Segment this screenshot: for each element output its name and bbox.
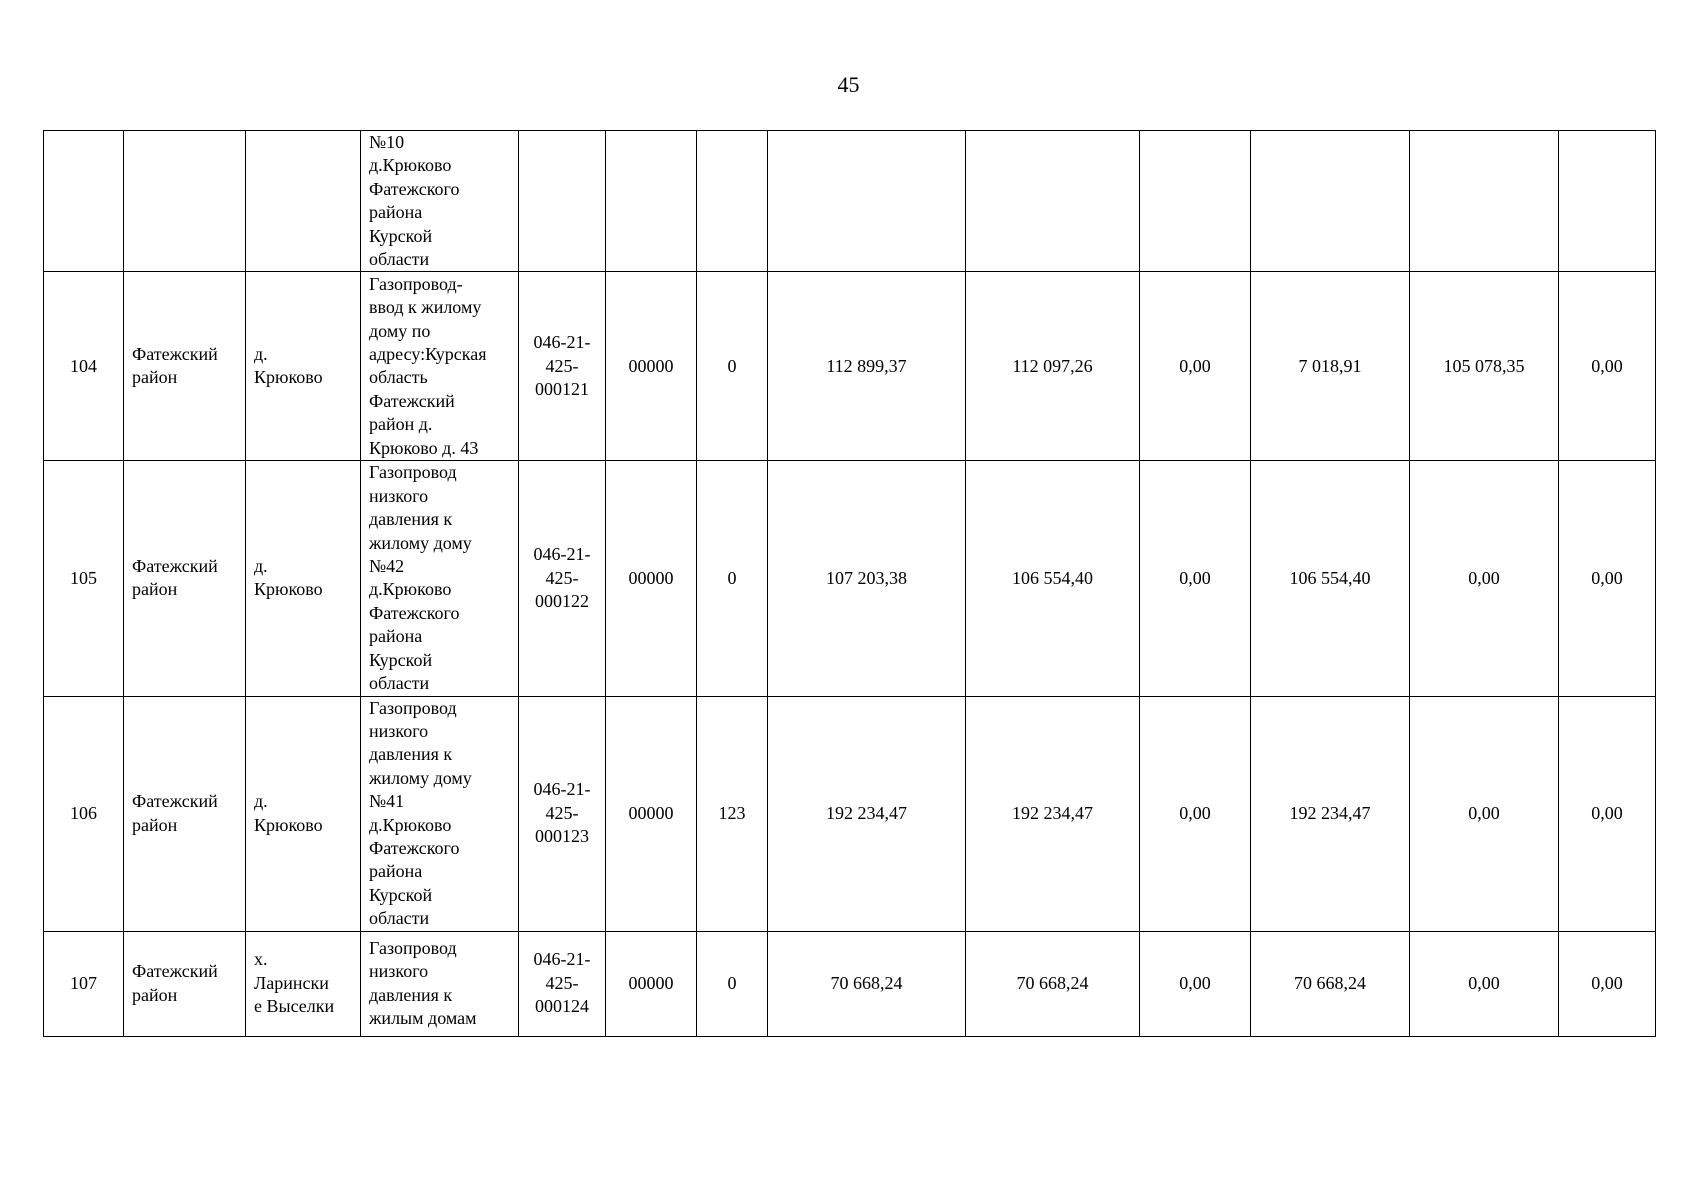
property-register-table: [43, 130, 1656, 1037]
description-text: Газопровод низкого давления к жилому дому №42 д.Крюково Фатежского района Курской области: [369, 462, 472, 694]
value-3-cell: 0,00: [1140, 272, 1251, 461]
row-number-cell: 104: [44, 272, 124, 461]
code2-cell: 00000: [606, 931, 697, 1036]
value-4-cell: [1251, 131, 1410, 272]
quantity-cell: 0: [697, 272, 768, 461]
table-row: [44, 696, 1656, 931]
value-2-cell: 70 668,24: [966, 931, 1140, 1036]
district-cell: [124, 461, 246, 696]
row-number-cell: 105: [44, 461, 124, 696]
quantity-cell: 0: [697, 931, 768, 1036]
table-row: [44, 272, 1656, 461]
value-4-cell: 7 018,91: [1251, 272, 1410, 461]
code2-cell: 00000: [606, 696, 697, 931]
cadastral-code-text: 046-21- 425- 000123: [533, 779, 591, 847]
table-row: [44, 931, 1656, 1036]
quantity-cell: 123: [697, 696, 768, 931]
value-3-cell: 0,00: [1140, 461, 1251, 696]
row-number-cell: 107: [44, 931, 124, 1036]
value-4-cell: 70 668,24: [1251, 931, 1410, 1036]
value-5-cell: 0,00: [1410, 461, 1559, 696]
settlement-text: д. Крюково: [254, 556, 323, 600]
value-6-cell: 0,00: [1559, 696, 1656, 931]
table-body: [44, 131, 1656, 1037]
description-cell: [361, 131, 519, 272]
value-5-cell: 0,00: [1410, 931, 1559, 1036]
value-2-cell: 106 554,40: [966, 461, 1140, 696]
value-3-cell: [1140, 131, 1251, 272]
value-5-cell: 105 078,35: [1410, 272, 1559, 461]
settlement-cell: [246, 696, 361, 931]
value-1-cell: 107 203,38: [768, 461, 966, 696]
value-6-cell: 0,00: [1559, 461, 1656, 696]
district-text: Фатежский район: [132, 556, 218, 600]
cadastral-code-text: 046-21- 425- 000122: [533, 544, 591, 612]
description-cell: [361, 272, 519, 461]
description-cell: [361, 461, 519, 696]
cadastral-code-text: 046-21- 425- 000124: [533, 949, 591, 1017]
cadastral-code-cell: [519, 272, 606, 461]
settlement-cell: [246, 131, 361, 272]
value-1-cell: 70 668,24: [768, 931, 966, 1036]
row-number-cell: 106: [44, 696, 124, 931]
value-1-cell: 192 234,47: [768, 696, 966, 931]
district-text: Фатежский район: [132, 961, 218, 1005]
cadastral-code-cell: [519, 461, 606, 696]
description-text: Газопровод низкого давления к жилым домам: [369, 937, 477, 1028]
value-5-cell: [1410, 131, 1559, 272]
quantity-cell: [697, 131, 768, 272]
table-row: [44, 461, 1656, 696]
value-6-cell: [1559, 131, 1656, 272]
cadastral-code-text: 046-21- 425- 000121: [533, 332, 591, 400]
description-cell: [361, 931, 519, 1036]
district-cell: [124, 272, 246, 461]
value-6-cell: 0,00: [1559, 272, 1656, 461]
district-cell: [124, 931, 246, 1036]
cadastral-code-cell: [519, 696, 606, 931]
settlement-cell: [246, 461, 361, 696]
description-text: Газопровод- ввод к жилому дому по адресу:Курская область Фатежский район д. Крюково д. 43: [369, 273, 487, 458]
cadastral-code-cell: [519, 931, 606, 1036]
row-number-cell: [44, 131, 124, 272]
district-cell: [124, 696, 246, 931]
value-4-cell: 106 554,40: [1251, 461, 1410, 696]
quantity-cell: 0: [697, 461, 768, 696]
value-1-cell: 112 899,37: [768, 272, 966, 461]
code2-cell: 00000: [606, 461, 697, 696]
code2-cell: [606, 131, 697, 272]
value-6-cell: 0,00: [1559, 931, 1656, 1036]
value-1-cell: [768, 131, 966, 272]
settlement-cell: [246, 272, 361, 461]
settlement-cell: [246, 931, 361, 1036]
description-text: №10 д.Крюково Фатежского района Курской области: [369, 132, 460, 270]
cadastral-code-cell: [519, 131, 606, 272]
description-text: Газопровод низкого давления к жилому дому №41 д.Крюково Фатежского района Курской области: [369, 697, 472, 929]
value-2-cell: 192 234,47: [966, 696, 1140, 931]
value-4-cell: 192 234,47: [1251, 696, 1410, 931]
value-3-cell: 0,00: [1140, 696, 1251, 931]
code2-cell: 00000: [606, 272, 697, 461]
district-cell: [124, 131, 246, 272]
settlement-text: д. Крюково: [254, 791, 323, 835]
value-5-cell: 0,00: [1410, 696, 1559, 931]
value-3-cell: 0,00: [1140, 931, 1251, 1036]
description-cell: [361, 696, 519, 931]
page-number: 45: [837, 72, 860, 97]
district-text: Фатежский район: [132, 791, 218, 835]
value-2-cell: [966, 131, 1140, 272]
value-2-cell: 112 097,26: [966, 272, 1140, 461]
settlement-text: д. Крюково: [254, 344, 323, 388]
settlement-text: х. Ларински е Выселки: [254, 949, 335, 1017]
table-row: [44, 131, 1656, 272]
district-text: Фатежский район: [132, 344, 218, 388]
